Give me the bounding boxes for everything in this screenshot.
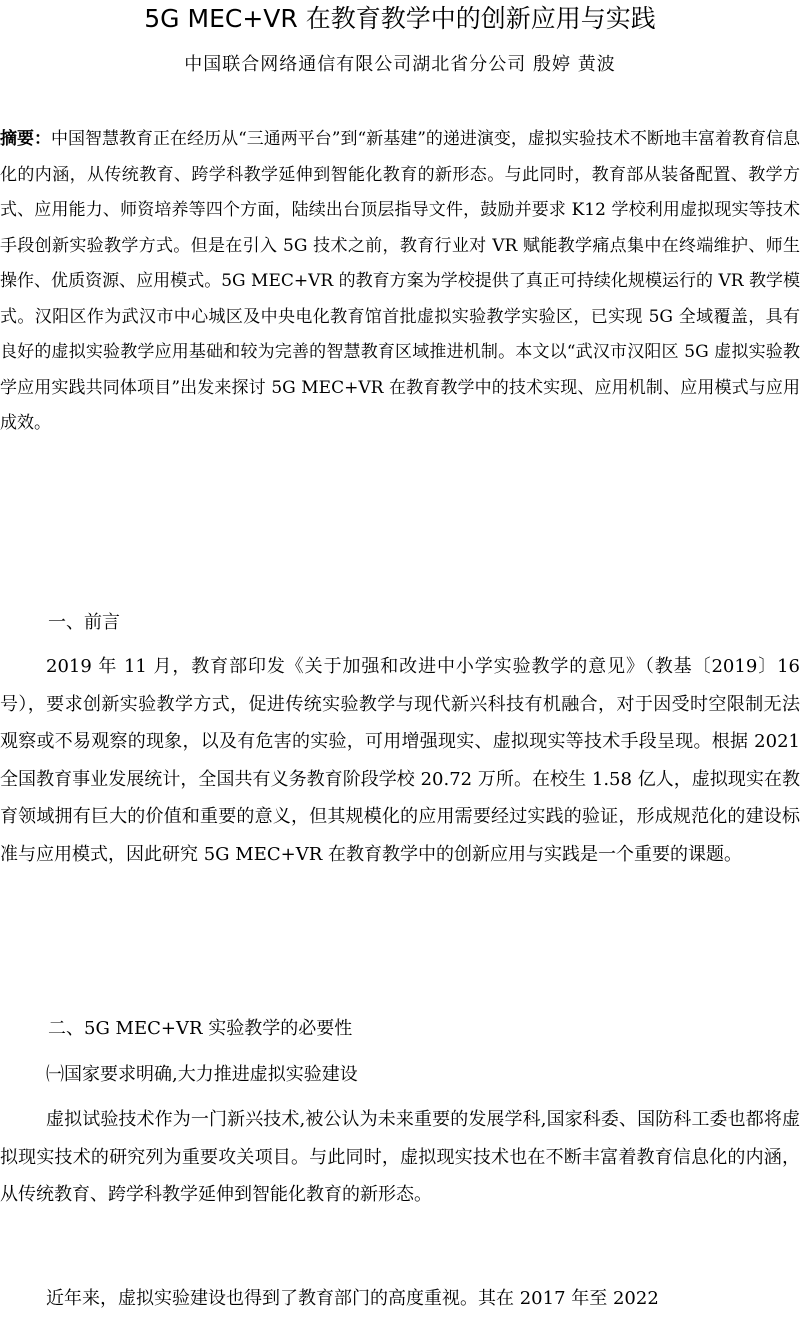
introduction-paragraph: 2019 年 11 月，教育部印发《关于加强和改进中小学实验教学的意见》（教基〔2019〕16 号），要求创新实验教学方式，促进传统实验教学与现代新兴科技有机融合，对于因受时空限制无法观察或不易观察的现象，以及有危害的实验，可用增强现实、虚拟现实等技术手段呈现。根据 2021 全国教育事业发展统计，全国共有义务教育阶段学校 20.72 万所。在校生 1.58 亿人，虚拟现实在教育领域拥有巨大的价值和重要的意义，但其规模化的应用需要经过实践的验证，形成规范化的建设标准与应用模式，因此研究 5G MEC+VR 在教育教学中的创新应用与实践是一个重要的课题。 [0, 656, 800, 865]
section-heading-necessity: 二、5G MEC+VR 实验教学的必要性 [48, 1018, 353, 1039]
section-heading-introduction: 一、前言 [48, 612, 120, 633]
author-line: 中国联合网络通信有限公司湖北省分公司 殷婷 黄波 [184, 54, 616, 75]
body-paragraph: 虚拟试验技术作为一门新兴技术,被公认为未来重要的发展学科,国家科委、国防科工委也都将虚拟现实技术的研究列为重要攻关项目。与此同时，虚拟现实技术也在不断丰富着教育信息化的内涵，从传统教育、跨学科教学延伸到智能化教育的新形态。 [0, 1109, 800, 1205]
abstract-text: 中国智慧教育正在经历从“三通两平台”到“新基建”的递进演变，虚拟实验技术不断地丰富着教育信息化的内涵，从传统教育、跨学科教学延伸到智能化教育的新形态。与此同时，教育部从装备配置、教学方式、应用能力、师资培养等四个方面，陆续出台顶层指导文件，鼓励并要求 K12 学校利用虚拟现实等技术手段创新实验教学方式。但是在引入 5G 技术之前，教育行业对 VR 赋能教学痛点集中在终端维护、师生操作、优质资源、应用模式。5G MEC+VR 的教育方案为学校提供了真正可持续化规模运行的 VR 教学模式。汉阳区作为武汉市中心城区及中央电化教育馆首批虚拟实验教学实验区，已实现 5G 全域覆盖，具有良好的虚拟实验教学应用基础和较为完善的智慧教育区域推进机制。本文以“武汉市汉阳区 5G 虚拟实验教学应用实践共同体项目”出发来探讨 5G MEC+VR 在教育教学中的技术实现、应用机制、应用模式与应用成效。 [0, 129, 800, 433]
paper-title: 5G MEC+VR 在教育教学中的创新应用与实践 [144, 4, 656, 33]
abstract-label: 摘要： [0, 129, 52, 149]
subsection-heading: ㈠国家要求明确,大力推进虚拟实验建设 [46, 1064, 358, 1085]
body-paragraph-continued: 近年来，虚拟实验建设也得到了教育部门的高度重视。其在 2017 年至 2022 [46, 1288, 659, 1309]
abstract [0, 122, 800, 442]
